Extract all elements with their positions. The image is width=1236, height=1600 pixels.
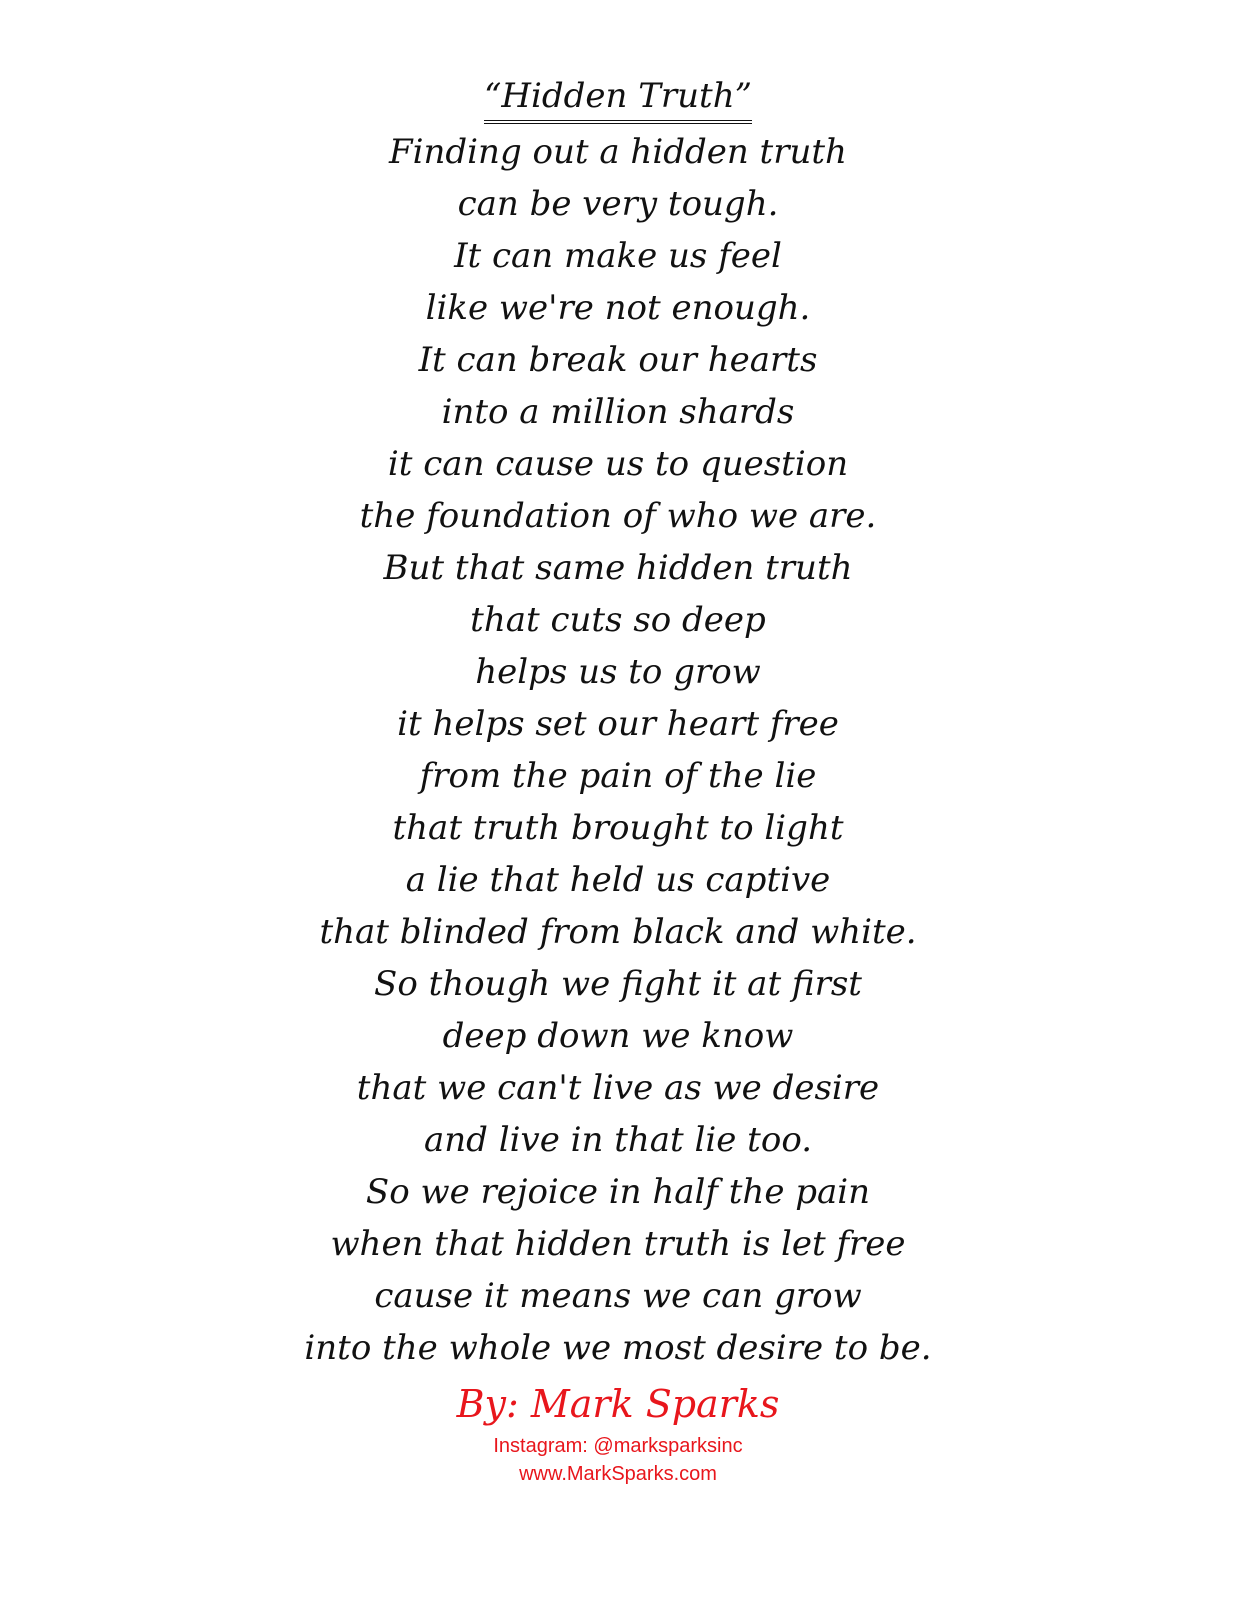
poem-line: that we can't live as we desire — [356, 1068, 880, 1108]
poem-line: It can make us feel — [454, 236, 782, 276]
poem-line: deep down we know — [442, 1016, 794, 1056]
title-wrap — [0, 72, 1236, 126]
poem-line: that cuts so deep — [470, 600, 766, 640]
poem-line: like we're not enough. — [425, 288, 811, 328]
poem-line: into a million shards — [441, 392, 795, 432]
poem-line: a lie that held us captive — [405, 860, 831, 900]
website-url: www.MarkSparks.com — [519, 1463, 717, 1485]
poem-line: into the whole we most desire to be. — [304, 1328, 932, 1368]
instagram-handle: Instagram: @marksparksinc — [493, 1435, 743, 1457]
poem-line: So though we fight it at first — [374, 964, 862, 1004]
poem-line: and live in that lie too. — [424, 1120, 812, 1160]
poem-line: that blinded from black and white. — [319, 912, 917, 952]
poem-line: it helps set our heart free — [397, 704, 839, 744]
poem-line: from the pain of the lie — [419, 756, 817, 796]
author-byline: By: Mark Sparks — [456, 1382, 780, 1426]
poem-line: So we rejoice in half the pain — [365, 1172, 871, 1212]
poem-line: cause it means we can grow — [374, 1276, 862, 1316]
poem-line: But that same hidden truth — [383, 548, 853, 588]
poem-line: it can cause us to question — [387, 444, 849, 484]
poem-line: helps us to grow — [475, 652, 761, 692]
poem-line: that truth brought to light — [392, 808, 844, 848]
poem-lines — [0, 126, 1236, 1374]
poem-line: the foundation of who we are. — [359, 496, 877, 536]
poem-line: when that hidden truth is let free — [330, 1224, 906, 1264]
poem-line: can be very tough. — [457, 184, 779, 224]
poem — [0, 72, 1236, 1488]
poem-line: Finding out a hidden truth — [389, 132, 847, 172]
poem-title: “Hidden Truth” — [484, 72, 752, 124]
poem-line: It can break our hearts — [418, 340, 818, 380]
